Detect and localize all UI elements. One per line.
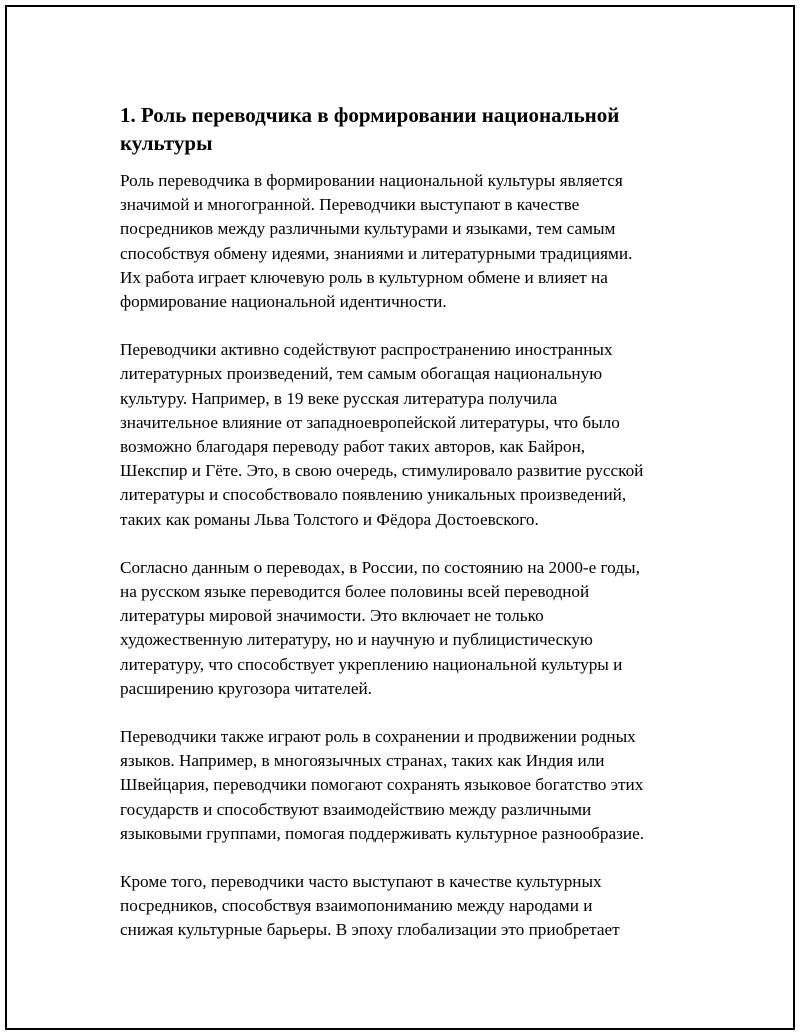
paragraph-5: Кроме того, переводчики часто выступают в качестве культурных посредников, способствуя взаимопониманию между народами и снижая культурные барьеры. В эпоху глобализации это приобретает	[120, 872, 620, 940]
section-title: 1. Роль переводчика в формировании национальной культуры	[120, 103, 620, 155]
paragraph-4: Переводчики также играют роль в сохранении и продвижении родных языков. Например, в многоязычных странах, таких как Индия или Швейцария, переводчики помогают сохранять языковое богатство этих государств и способствуют взаимодействию между различными языковыми группами, помогая поддерживать культурное разнообразие.	[120, 727, 645, 843]
paragraph-3: Согласно данным о переводах, в России, по состоянию на 2000-е годы, на русском языке переводится более половины всей переводной литературы мировой значимости. Это включает не только художественную литературу, но и научную и публицистическую литературу, что способствует укреплению национальной культуры и расширению кругозора читателей.	[120, 557, 640, 698]
paragraph-1: Роль переводчика в формировании национальной культуры является значимой и многогранной. Переводчики выступают в качестве посредников между различными культурами и языками, тем самым способствуя обмену идеями, знаниями и литературными традициями. Их работа играет ключевую роль в культурном обмене и влияет на формирование национальной идентичности.	[120, 171, 633, 312]
page-frame	[5, 5, 795, 1030]
document-body	[120, 101, 700, 967]
paragraph-2: Переводчики активно содействуют распространению иностранных литературных произведений, тем самым обогащая национальную культуру. Например, в 19 веке русская литература получила значительное влияние от западноевропейской литературы, что было возможно благодаря переводу работ таких авторов, как Байрон, Шекспир и Гёте. Это, в свою очередь, стимулировало развитие русской литературы и способствовало появлению уникальных произведений, таких как романы Льва Толстого и Фёдора Достоевского.	[120, 340, 644, 529]
